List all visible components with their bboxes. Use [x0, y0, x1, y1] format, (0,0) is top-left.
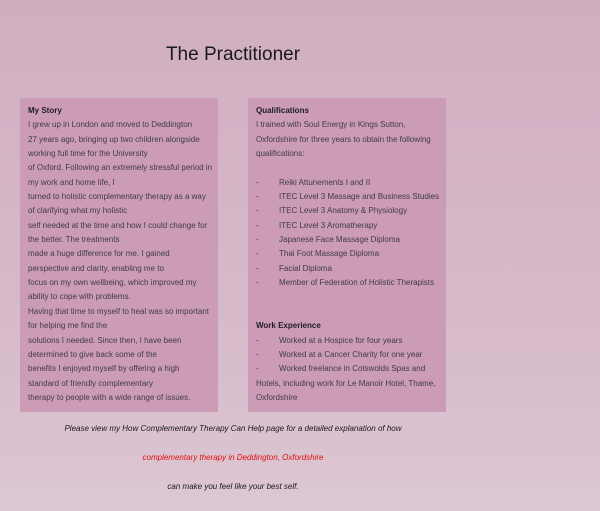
complementary-therapy-link[interactable]: complementary therapy in Deddington, Oxfordshire [142, 453, 324, 462]
qualification-label: Member of Federation of Holistic Therapists [279, 278, 435, 288]
qualification-label: Japanese Face Massage Diploma [279, 235, 400, 245]
story-line: determined to give back some of the [28, 349, 157, 359]
story-line: therapy to people with a wide range of issues. [28, 392, 191, 402]
qualification-label: ITEC Level 3 Anatomy & Physiology [279, 206, 408, 216]
story-line: 27 years ago, bringing up two children alongside [28, 134, 200, 144]
story-line: of clarifying what my holistic [28, 206, 128, 216]
footer-text: Please view my How Complementary Therapy Can Help page for a detailed explanation of how [64, 424, 402, 433]
qualification-item [256, 176, 438, 190]
story-line: made a huge difference for me. I gained [28, 249, 170, 259]
story-line: for helping me find the [28, 321, 108, 331]
footer-text: can make you feel like your best self. [167, 482, 299, 491]
experience-item [256, 362, 438, 376]
qualification-item [256, 219, 438, 233]
qualification-item [256, 276, 438, 290]
qualification-item [256, 204, 438, 218]
qualification-label: ITEC Level 3 Massage and Business Studies [279, 192, 440, 202]
bullet-dash: - [256, 220, 259, 230]
qualification-item [256, 262, 438, 276]
story-line: focus on my own wellbeing, which improved my [28, 278, 197, 288]
work-experience-heading: Work Experience [256, 321, 321, 331]
page-title: The Practitioner [165, 44, 301, 65]
qualification-label: Reiki Attunements I and II [279, 177, 371, 187]
bullet-dash: - [256, 335, 259, 345]
story-line: Having that time to myself to heal was so important [28, 306, 209, 316]
qualification-label: ITEC Level 3 Aromatherapy [279, 220, 378, 230]
footer-link-line [0, 453, 466, 462]
story-line: benefits I enjoyed myself by offering a high [28, 364, 180, 374]
story-line: the better. The treatments [28, 235, 120, 245]
qualification-label: Thai Foot Massage Diploma [279, 249, 380, 259]
bullet-dash: - [256, 278, 259, 288]
story-line: self needed at the time and how I could change for [28, 220, 208, 230]
story-line: solutions I needed. Since then, I have been [28, 335, 182, 345]
story-line: my work and home life, I [28, 177, 115, 187]
story-line: working full time for the University [28, 149, 148, 159]
qualification-item [256, 247, 438, 261]
my-story-panel [20, 98, 218, 412]
story-line: I grew up in London and moved to Deddington [28, 120, 193, 130]
experience-label: Worked freelance in Cotswolds Spas and [279, 364, 426, 374]
story-line: of Oxford. Following an extremely stressful period in [28, 163, 213, 173]
bullet-dash: - [256, 249, 259, 259]
experience-continuation-line: Hotels, including work for Le Manoir Hotel, Thame, [256, 378, 436, 388]
experience-item [256, 348, 438, 362]
qualification-item [256, 190, 438, 204]
qualification-label: Facial Diploma [279, 263, 332, 273]
experience-label: Worked at a Cancer Charity for one year [279, 349, 423, 359]
qualification-item [256, 233, 438, 247]
my-story-heading: My Story [28, 106, 62, 115]
bullet-dash: - [256, 364, 259, 374]
experience-continuation-line: Oxfordshire [256, 392, 298, 402]
qualifications-intro-line: Oxfordshire for three years to obtain the following [256, 134, 431, 144]
qualifications-panel [248, 98, 446, 412]
experience-label: Worked at a Hospice for four years [279, 335, 403, 345]
bullet-dash: - [256, 206, 259, 216]
qualifications-intro-line: qualifications: [256, 149, 305, 159]
bullet-dash: - [256, 235, 259, 245]
qualifications-intro-line: I trained with Soul Energy in Kings Sutton, [256, 120, 406, 130]
story-line: standard of friendly complementary [28, 378, 153, 388]
bullet-dash: - [256, 349, 259, 359]
story-line: turned to holistic complementary therapy as a way [28, 192, 206, 202]
story-line: perspective and clarity, enabling me to [28, 263, 164, 273]
bullet-dash: - [256, 263, 259, 273]
bullet-dash: - [256, 177, 259, 187]
experience-item [256, 334, 438, 348]
bullet-dash: - [256, 192, 259, 202]
story-line: ability to cope with problems. [28, 292, 131, 302]
qualifications-heading: Qualifications [256, 106, 309, 115]
